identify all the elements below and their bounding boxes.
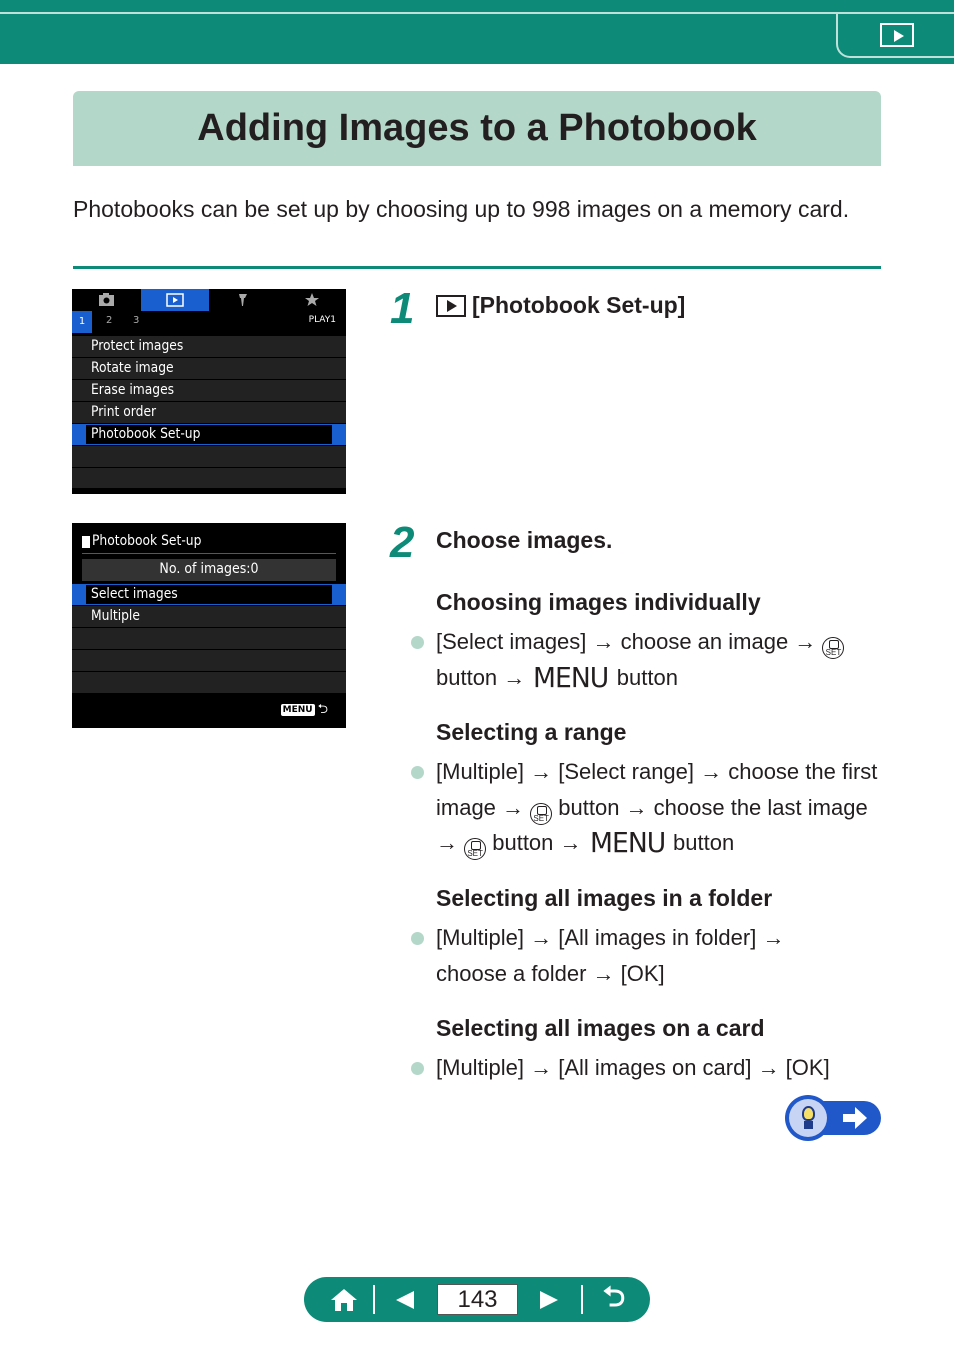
subheading-folder: Selecting all images in a folder xyxy=(436,885,773,911)
page-number[interactable]: 143 xyxy=(437,1284,518,1315)
menu-badge: MENU xyxy=(282,705,313,715)
top-bar xyxy=(0,0,954,64)
step-1-number: 1 xyxy=(390,284,415,333)
star-icon xyxy=(278,289,347,311)
divider xyxy=(73,266,881,269)
menu-button-icon: MENU xyxy=(589,826,665,859)
camera-menu-tabs xyxy=(72,289,346,311)
back-button[interactable] xyxy=(592,1277,636,1322)
image-count: No. of images:0 xyxy=(82,559,336,581)
bullet-individually: [Select images] → choose an image → SET button → MENU button xyxy=(436,624,886,695)
menu-item-empty xyxy=(72,468,346,489)
return-icon: ⮌ xyxy=(317,702,328,717)
return-icon: ⮌ xyxy=(602,1280,626,1312)
home-button[interactable] xyxy=(322,1277,366,1322)
camera-icon xyxy=(72,289,141,311)
step-1-text: [Photobook Set-up] xyxy=(436,292,685,319)
wrench-icon xyxy=(209,289,278,311)
menu-item-empty xyxy=(72,628,346,650)
menu-item: Print order xyxy=(72,402,346,424)
play-icon xyxy=(141,289,210,311)
bullet-folder: [Multiple] → [All images in folder] → choose a folder → [OK] xyxy=(436,920,856,991)
home-icon xyxy=(331,1289,357,1311)
menu-item-empty xyxy=(72,446,346,468)
page-title: Adding Images to a Photobook xyxy=(197,107,757,149)
menu-button-icon: MENU xyxy=(533,660,609,694)
set-button-icon: SET xyxy=(822,637,844,659)
step-2-number: 2 xyxy=(390,518,415,567)
menu-item: Multiple xyxy=(72,606,346,628)
menu-item: Erase images xyxy=(72,380,346,402)
subheading-individually: Choosing images individually xyxy=(436,589,761,615)
page-title-box xyxy=(73,91,881,166)
next-page-button[interactable] xyxy=(528,1277,570,1322)
set-button-icon: SET xyxy=(530,803,552,825)
bottom-navigation xyxy=(304,1277,650,1322)
step-2-text: Choose images. xyxy=(436,527,613,553)
bullet-dot xyxy=(411,1062,424,1075)
menu-item-selected: Select images xyxy=(72,584,346,606)
bullet-card: [Multiple] → [All images on card] → [OK] xyxy=(436,1050,886,1086)
photobook-setup-screen xyxy=(72,523,346,728)
menu-item: Protect images xyxy=(72,336,346,358)
play-icon xyxy=(436,295,466,317)
photobook-screen-header: Photobook Set-up xyxy=(82,531,336,554)
tip-link[interactable] xyxy=(785,1095,881,1141)
bullet-dot xyxy=(411,636,424,649)
menu-item-selected: Photobook Set-up xyxy=(72,424,346,446)
subheading-card: Selecting all images on a card xyxy=(436,1015,765,1041)
bullet-dot xyxy=(411,766,424,779)
photobook-icon xyxy=(82,536,90,548)
menu-item-empty xyxy=(72,650,346,672)
top-bar-line xyxy=(0,12,836,14)
previous-page-button[interactable] xyxy=(384,1277,426,1322)
camera-menu-screen xyxy=(72,289,346,494)
arrow-right-icon xyxy=(855,1107,867,1129)
bullet-range: [Multiple] → [Select range] → choose the first image → SET button → choose the last image → SET button → MENU button xyxy=(436,754,886,861)
arrow-left-icon xyxy=(396,1291,414,1309)
menu-item-empty xyxy=(72,672,346,694)
lightbulb-icon xyxy=(785,1095,831,1141)
set-button-icon: SET xyxy=(464,838,486,860)
menu-return-hint xyxy=(281,704,328,716)
intro-text: Photobooks can be set up by choosing up to 998 images on a memory card. xyxy=(73,196,850,222)
play-icon[interactable] xyxy=(880,23,914,47)
arrow-right-icon xyxy=(540,1291,558,1309)
camera-menu-subtabs: 1 2 3 PLAY1 xyxy=(72,311,346,333)
menu-item: Rotate image xyxy=(72,358,346,380)
bullet-dot xyxy=(411,932,424,945)
subheading-range: Selecting a range xyxy=(436,719,627,745)
